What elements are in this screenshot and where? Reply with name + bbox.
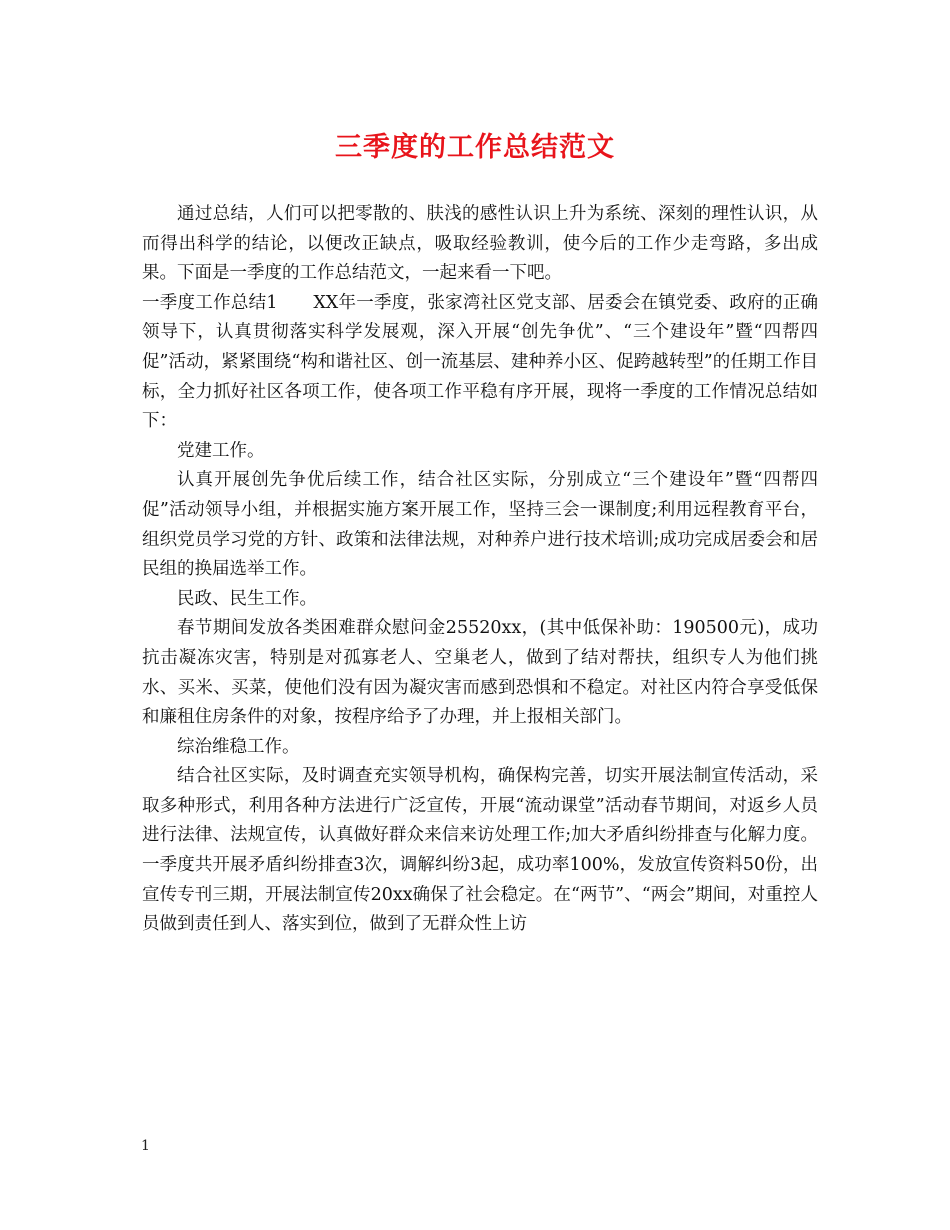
section-heading-stability: 综治维稳工作。 [177, 736, 300, 757]
party-building-paragraph: 认真开展创先争优后续工作，结合社区实际，分别成立“三个建设年”暨“四帮四促”活动领导小组，并根据实施方案开展工作，坚持三会一课制度;利用远程教育平台，组织党员学习党的方针、政策和法律法规，对种养户进行技术培训;成功完成居委会和居民组的换届选举工作。 [142, 470, 818, 580]
page-number: 1 [141, 1138, 150, 1154]
stability-paragraph: 结合社区实际，及时调查充实领导机构，确保构完善，切实开展法制宣传活动，采取多种形式，利用各种方法进行广泛宣传，开展“流动课堂”活动春节期间，对返乡人员进行法律、法规宣传，认真做好群众来信来访处理工作;加大矛盾纠纷排查与化解力度。一季度共开展矛盾纠纷排查3次，调解纠纷3起，成功率100%，发放宣传资料50份，出宣传专刊三期，开展法制宣传20xx确保了社会稳定。在“两节”、“两会”期间，对重控人员做到责任到人、落实到位，做到了无群众性上访 [142, 766, 818, 935]
intro-paragraph: 通过总结，人们可以把零散的、肤浅的感性认识上升为系统、深刻的理性认识，从而得出科学的结论，以便改正缺点，吸取经验教训，使今后的工作少走弯路，多出成果。下面是一季度的工作总结范文，一起来看一下吧。 [142, 204, 818, 284]
document-body [142, 200, 818, 940]
section-heading-civil-affairs: 民政、民生工作。 [177, 588, 317, 609]
document-title: 三季度的工作总结范文 [335, 132, 615, 163]
summary-intro-paragraph: 一季度工作总结1 XX年一季度，张家湾社区党支部、居委会在镇党委、政府的正确领导下，认真贯彻落实科学发展观，深入开展“创先争优”、“三个建设年”暨“四帮四促”活动，紧紧围绕“构和谐社区、创一流基层、建种养小区、促跨越转型”的任期工作目标，全力抓好社区各项工作，使各项工作平稳有序开展，现将一季度的工作情况总结如下： [142, 292, 818, 432]
civil-affairs-paragraph: 春节期间发放各类困难群众慰问金25520xx，(其中低保补助：190500元)，成功抗击凝冻灾害，特别是对孤寡老人、空巢老人，做到了结对帮扶，组织专人为他们挑水、买米、买菜，使他们没有因为凝灾害而感到恐惧和不稳定。对社区内符合享受低保和廉租住房条件的对象，按程序给予了办理，并上报相关部门。 [142, 618, 818, 728]
section-heading-party-building: 党建工作。 [177, 440, 265, 461]
